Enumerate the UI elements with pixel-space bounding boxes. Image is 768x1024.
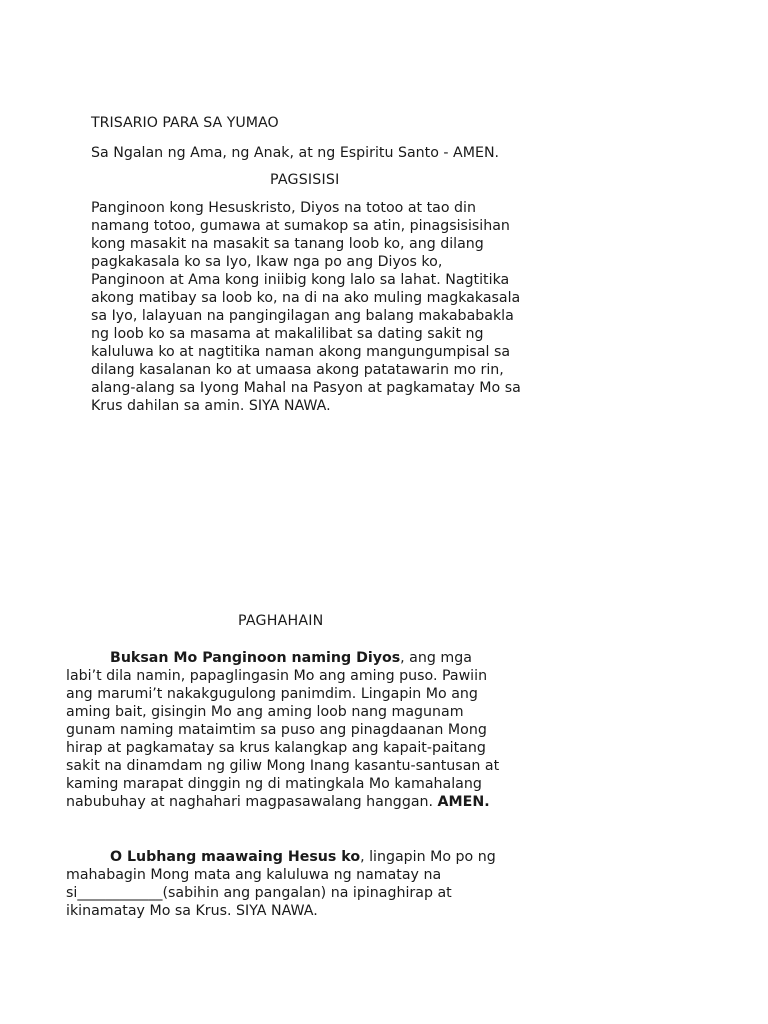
text-line: labi’t dila namin, papaglingasin Mo ang aming puso. Pawiin [66, 668, 488, 684]
text-line: kaluluwa ko at nagtitika naman akong mangungumpisal sa [91, 344, 511, 360]
opening-invocation: Sa Ngalan ng Ama, ng Anak, at ng Espiritu Santo - AMEN. [91, 145, 500, 161]
pagsisisi-paragraph [91, 199, 521, 415]
paragraph-first-line [66, 848, 496, 866]
section-heading-paghahain: PAGHAHAIN [238, 613, 324, 629]
text-line: Panginoon kong Hesuskristo, Diyos na totoo at tao din [91, 200, 476, 216]
section-heading-pagsisisi: PAGSISISI [270, 172, 340, 188]
paragraph-last-line [66, 793, 499, 811]
text-line: Krus dahilan sa amin. SIYA NAWA. [91, 398, 331, 414]
paghahain-paragraph-2 [66, 848, 496, 920]
text-line: dilang kasalanan ko at umaasa akong patatawarin mo rin, [91, 362, 504, 378]
text-line: ng loob ko sa masama at makalilibat sa dating sakit ng [91, 326, 484, 342]
paragraph-lead-rest: , ang mga [400, 650, 472, 666]
text-line: namang totoo, gumawa at sumakop sa atin, pinagsisisihan [91, 218, 510, 234]
text-line: gunam naming mataimtim sa puso ang pinagdaanan Mong [66, 722, 487, 738]
text-line: si____________(sabihin ang pangalan) na ipinaghirap at [66, 885, 452, 901]
text-line: pagkakasala ko sa Iyo, Ikaw nga po ang Diyos ko, [91, 254, 443, 270]
text-line: hirap at pagkamatay sa krus kalangkap ang kapait-paitang [66, 740, 486, 756]
text-line: akong matibay sa loob ko, na di na ako muling magkakasala [91, 290, 521, 306]
text-line: ikinamatay Mo sa Krus. SIYA NAWA. [66, 903, 318, 919]
text-line: Panginoon at Ama kong iniibig kong lalo sa lahat. Nagtitika [91, 272, 510, 288]
text-line: mahabagin Mong mata ang kaluluwa ng namatay na [66, 867, 442, 883]
paragraph-lead-bold: O Lubhang maawaing Hesus ko [110, 849, 361, 865]
text-line: alang-alang sa Iyong Mahal na Pasyon at pagkamatay Mo sa [91, 380, 521, 396]
paragraph-lead-bold: Buksan Mo Panginoon naming Diyos [110, 650, 401, 666]
amen-bold: AMEN. [437, 794, 490, 810]
document-title: TRISARIO PARA SA YUMAO [91, 115, 279, 131]
paragraph-last-text: nabubuhay at naghahari magpasawalang hanggan. [66, 794, 438, 810]
text-line: kong masakit na masakit sa tanang loob ko, ang dilang [91, 236, 484, 252]
text-line: kaming marapat dinggin ng di matingkala Mo kamahalang [66, 776, 482, 792]
paragraph-first-line [66, 649, 499, 667]
paghahain-paragraph-1 [66, 649, 499, 811]
text-line: ang marumi’t nakakgugulong panimdim. Lingapin Mo ang [66, 686, 478, 702]
text-line: sa Iyo, lalayuan na pangingilagan ang balang makababakla [91, 308, 514, 324]
text-line: aming bait, gisingin Mo ang aming loob nang magunam [66, 704, 464, 720]
text-line: sakit na dinamdam ng giliw Mong Inang kasantu-santusan at [66, 758, 500, 774]
paragraph-lead-rest: , lingapin Mo po ng [360, 849, 496, 865]
